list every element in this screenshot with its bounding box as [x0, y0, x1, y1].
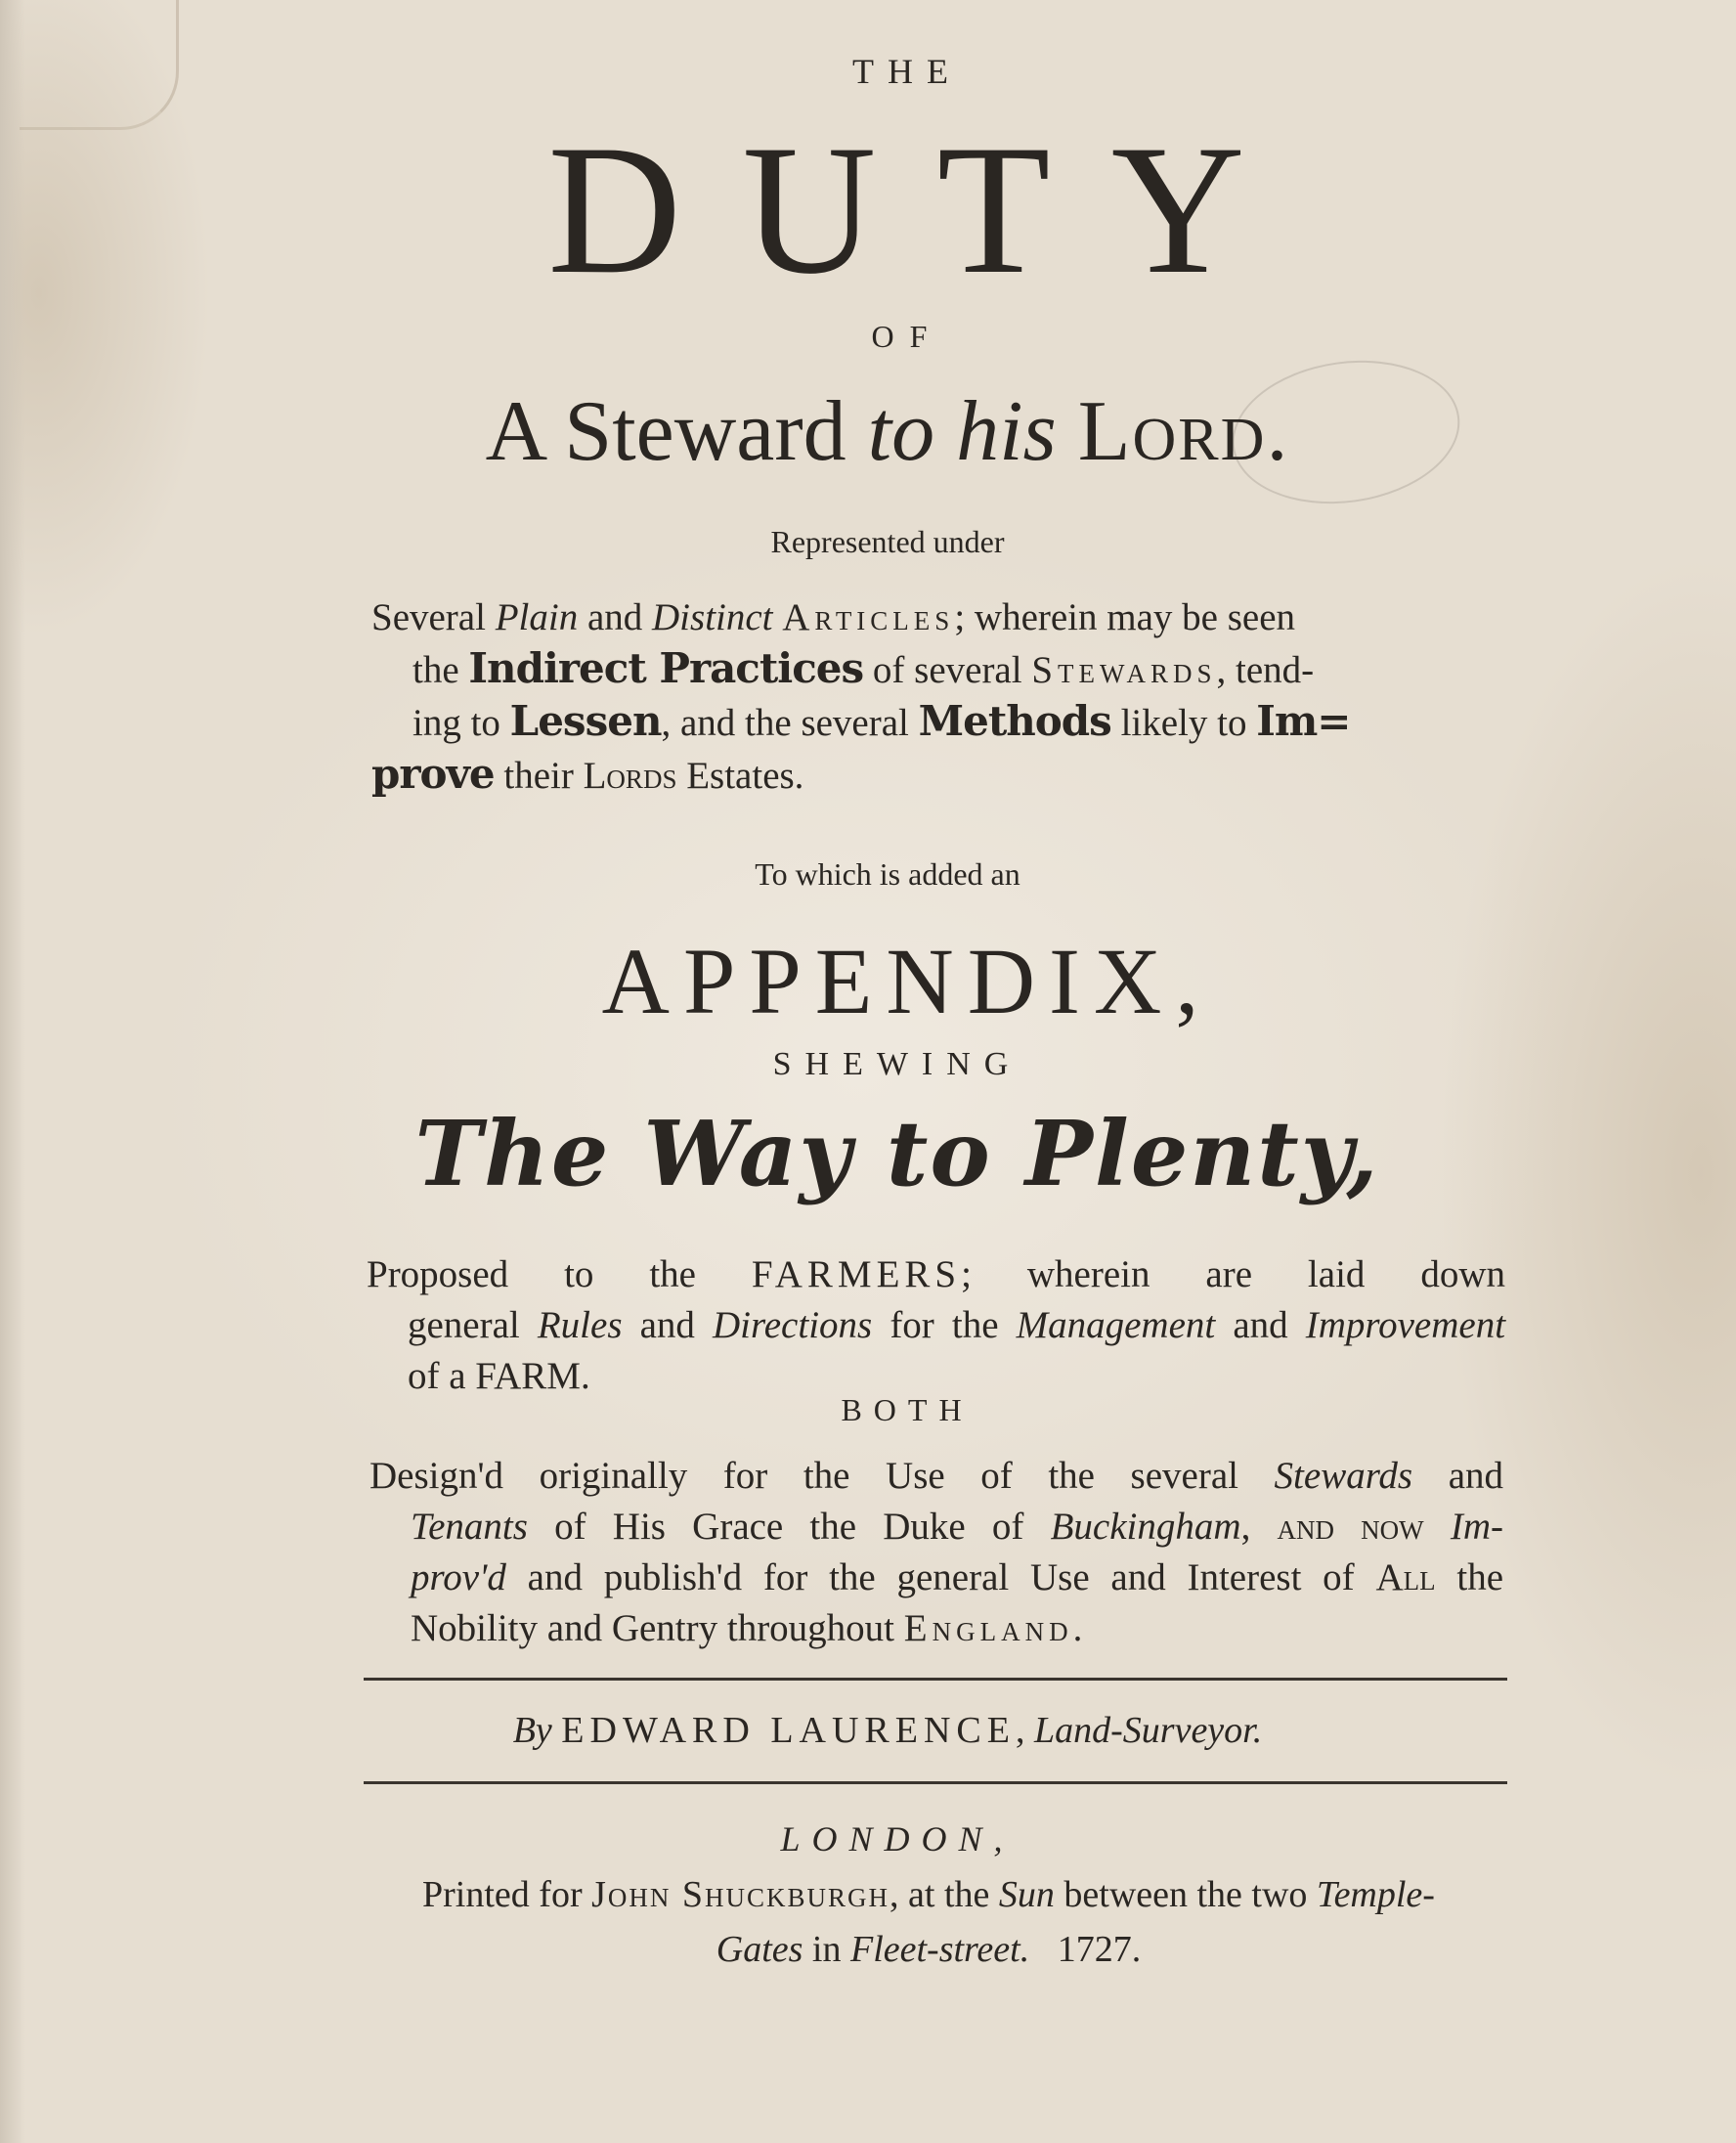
publication-year: 1727.	[1057, 1929, 1142, 1970]
text-blackletter: Lessen	[509, 697, 662, 745]
text: , tend-	[1216, 649, 1315, 691]
text-blackletter: Methods	[918, 697, 1111, 745]
articles-line-2	[371, 643, 1505, 696]
text: Estates.	[686, 755, 804, 797]
text: Printed for	[422, 1874, 583, 1915]
to-his-text: to his	[867, 384, 1057, 479]
divider-rule-top	[364, 1678, 1507, 1681]
designd-paragraph	[369, 1451, 1503, 1654]
text-italic: Stewards	[1274, 1455, 1413, 1497]
articles-line-1	[371, 592, 1505, 643]
text: between the two	[1063, 1874, 1308, 1915]
text-italic: Distinct	[652, 596, 773, 638]
heading-steward-to-lord	[0, 383, 1736, 481]
articles-line-4	[371, 749, 1505, 802]
articles-line-3	[371, 696, 1505, 749]
text-italic: prov'd	[411, 1556, 506, 1598]
text-italic: Temple-	[1316, 1874, 1435, 1915]
text-italic: Im-	[1450, 1506, 1503, 1548]
text: of several	[872, 649, 1022, 691]
text: Proposed to the	[367, 1253, 696, 1295]
represented-under: Represented under	[770, 524, 1005, 559]
text-italic: Buckingham	[1050, 1506, 1241, 1548]
text: Several	[371, 596, 486, 638]
text: ; wherein are laid down	[961, 1253, 1505, 1295]
text-italic: Improvement	[1305, 1304, 1506, 1346]
text: and	[586, 596, 643, 638]
text: ; wherein may be seen	[954, 596, 1296, 638]
text-italic: Tenants	[411, 1506, 528, 1548]
text: the	[412, 649, 459, 691]
text-smallcaps: Lords	[583, 755, 677, 797]
text: for the	[890, 1304, 999, 1346]
text: , at the	[890, 1874, 990, 1915]
heading-duty: DUTY	[547, 108, 1306, 313]
text-smallcaps: England.	[903, 1607, 1088, 1649]
text: , and the several	[661, 702, 909, 744]
text: Design'd originally for the Use of the several	[369, 1455, 1238, 1497]
designd-line-3	[369, 1553, 1503, 1603]
text-smallcaps: All	[1375, 1556, 1436, 1598]
text-spaced: FARMERS	[751, 1253, 962, 1295]
text-italic: Sun	[998, 1874, 1055, 1915]
proposed-line-3: of a FARM.	[408, 1355, 590, 1397]
designd-line-1	[369, 1451, 1503, 1502]
text-italic: Rules	[537, 1304, 623, 1346]
steward-text: A Steward	[485, 384, 846, 479]
heading-the: THE	[852, 52, 962, 91]
text: , and now	[1240, 1506, 1424, 1548]
text-blackletter: Im=	[1256, 697, 1351, 745]
author-title: Land-Surveyor.	[1034, 1710, 1263, 1751]
author-line: By EDWARD LAURENCE, Land-Surveyor.	[512, 1710, 1263, 1751]
proposed-line-1	[367, 1249, 1505, 1300]
imprint-line-2	[716, 1929, 1141, 1970]
text-italic: Plain	[495, 596, 579, 638]
articles-paragraph	[371, 592, 1505, 802]
text: Nobility and Gentry throughout	[411, 1607, 895, 1649]
text-italic: Gates	[716, 1929, 803, 1970]
text: of His Grace the Duke of	[554, 1506, 1024, 1548]
text: and	[1448, 1455, 1504, 1497]
heading-way-to-plenty: The Way to Plenty,	[414, 1101, 1380, 1206]
text: likely to	[1120, 702, 1247, 744]
imprint-paragraph	[352, 1867, 1505, 1977]
text-smallcaps: Articles	[782, 596, 955, 638]
designd-line-2	[369, 1502, 1503, 1553]
text: and publish'd for the general Use and Interest of	[527, 1556, 1355, 1598]
text: in	[811, 1929, 842, 1970]
text: and	[639, 1304, 695, 1346]
imprint-line-1	[422, 1874, 1435, 1915]
text-blackletter: prove	[371, 750, 495, 798]
heading-shewing: SHEWING	[772, 1046, 1022, 1082]
text: the	[1456, 1556, 1504, 1598]
to-which-is-added: To which is added an	[755, 856, 1020, 892]
divider-rule-bottom	[364, 1781, 1507, 1784]
author-name: EDWARD LAURENCE	[561, 1710, 1016, 1751]
heading-both: BOTH	[841, 1392, 974, 1427]
text-blackletter: Indirect Practices	[468, 644, 864, 692]
proposed-line-2	[367, 1300, 1505, 1351]
printer-name: John Shuckburgh	[591, 1874, 890, 1915]
text: and	[1233, 1304, 1288, 1346]
proposed-paragraph	[367, 1249, 1505, 1402]
text-smallcaps: Stewards	[1031, 649, 1217, 691]
text-italic: Management	[1016, 1304, 1216, 1346]
designd-line-4	[369, 1603, 1503, 1654]
lord-text: Lord.	[1077, 384, 1290, 479]
heading-of: OF	[871, 319, 943, 354]
heading-appendix: APPENDIX,	[601, 929, 1213, 1033]
text-italic: By	[512, 1710, 552, 1751]
text: ing to	[412, 702, 500, 744]
text-italic: Directions	[713, 1304, 873, 1346]
text: general	[408, 1304, 520, 1346]
text: their	[503, 755, 574, 797]
imprint-city: LONDON,	[780, 1819, 1015, 1859]
text-italic: Fleet-street.	[849, 1929, 1030, 1970]
